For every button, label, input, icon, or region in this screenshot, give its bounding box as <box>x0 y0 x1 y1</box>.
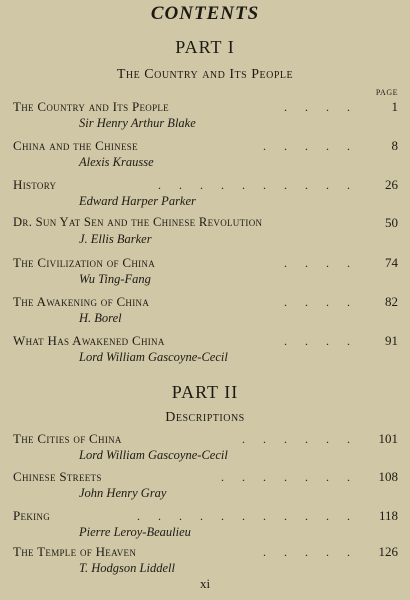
entry-page-number: 118 <box>378 508 398 523</box>
dot-leader: . . . . . . . . . . <box>158 178 350 192</box>
dot-leader: . . . . <box>284 334 350 348</box>
entry-author: Lord William Gascoyne-Cecil <box>79 350 228 364</box>
dot-leader: . . . . . <box>263 139 350 153</box>
entry-title: China and the Chinese <box>13 138 138 153</box>
entry-title: History <box>13 177 57 192</box>
dot-leader: . . . . <box>284 295 350 309</box>
entry-page-number: 1 <box>391 99 398 114</box>
entry-author: Wu Ting-Fang <box>79 272 151 286</box>
entry-author: John Henry Gray <box>79 486 167 500</box>
entry-title: The Civilization of China <box>13 255 156 270</box>
part-2-section-title: Descriptions <box>165 410 245 425</box>
entry-title: Dr. Sun Yat Sen and the Chinese Revolution <box>13 215 263 229</box>
entry-page-number: 8 <box>391 138 398 153</box>
toc-entry <box>13 138 398 172</box>
entry-page-number: 26 <box>385 177 398 192</box>
toc-entry <box>13 294 398 328</box>
entry-page-number: 50 <box>385 215 398 230</box>
entry-author: H. Borel <box>79 311 122 325</box>
toc-entry <box>13 177 398 211</box>
page-folio: xi <box>199 576 211 591</box>
dot-leader: . . . . . . <box>242 432 350 446</box>
entry-title: What Has Awakened China <box>13 333 165 348</box>
entry-author: Lord William Gascoyne-Cecil <box>79 448 228 462</box>
entry-title: The Temple of Heaven <box>13 544 137 559</box>
dot-leader: . . . . . <box>263 545 350 559</box>
entry-author: Edward Harper Parker <box>79 194 196 208</box>
contents-heading: CONTENTS <box>150 3 260 24</box>
toc-entry <box>13 508 398 542</box>
entry-page-number: 101 <box>378 431 398 446</box>
entry-page-number: 74 <box>385 255 398 270</box>
toc-entry <box>13 333 398 367</box>
entry-author: J. Ellis Barker <box>79 232 152 246</box>
entry-page-number: 91 <box>385 333 398 348</box>
entry-page-number: 108 <box>378 469 398 484</box>
entry-page-number: 82 <box>385 294 398 309</box>
entry-title: The Awakening of China <box>13 294 150 309</box>
toc-entry <box>13 99 398 133</box>
dot-leader: . . . . . . . <box>221 470 350 484</box>
toc-entry <box>13 431 398 465</box>
entry-author: Sir Henry Arthur Blake <box>79 116 196 130</box>
entry-author: Alexis Krausse <box>79 155 154 169</box>
dot-leader: . . . . . . . . . . . <box>137 509 350 523</box>
entry-author: T. Hodgson Liddell <box>79 561 175 575</box>
dot-leader: . . . . <box>284 100 350 114</box>
entry-author: Pierre Leroy-Beaulieu <box>79 525 191 539</box>
dot-leader: . . . . <box>284 256 350 270</box>
part-1-section-title: The Country and Its People <box>116 67 294 82</box>
toc-entry <box>13 544 398 578</box>
entry-title: Peking <box>13 508 51 523</box>
part-1-heading: PART I <box>175 37 235 57</box>
entry-page-number: 126 <box>378 544 398 559</box>
entry-title: The Cities of China <box>13 431 122 446</box>
toc-entry <box>13 469 398 503</box>
toc-entry <box>13 255 398 289</box>
page-column-label: PAGE <box>375 88 398 97</box>
toc-entry <box>13 215 398 249</box>
entry-title: Chinese Streets <box>13 469 102 484</box>
entry-title: The Country and Its People <box>13 99 169 114</box>
part-2-heading: PART II <box>171 382 239 402</box>
